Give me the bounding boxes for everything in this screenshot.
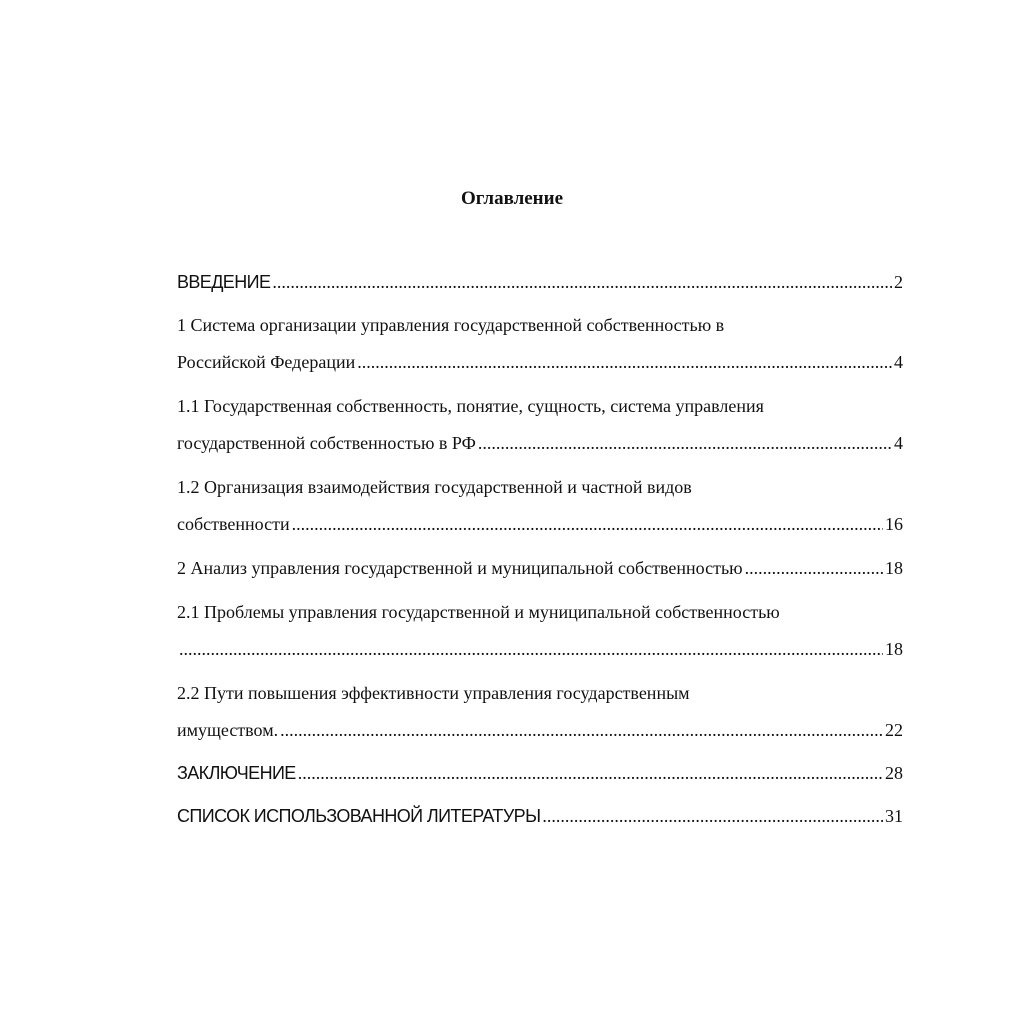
toc-entry-chapter-1[interactable] <box>177 307 903 381</box>
toc-leader-dots <box>745 550 883 587</box>
toc-page-number: 2 <box>894 272 903 292</box>
toc-leader-dots <box>478 425 892 462</box>
toc-entry-text-continued: собственности <box>177 514 290 534</box>
toc-page-number: 16 <box>885 514 903 534</box>
toc-entry-text: 1 Система организации управления государственной собственностью в <box>177 315 725 335</box>
toc-entry-conclusion[interactable] <box>177 755 903 792</box>
toc-page-number: 18 <box>885 558 903 578</box>
toc-leader-dots <box>292 506 883 543</box>
toc-leader-dots <box>542 798 883 835</box>
toc-page-number: 28 <box>885 763 903 783</box>
toc-entry-chapter-2[interactable] <box>177 550 903 587</box>
toc-page-number: 31 <box>885 806 903 826</box>
toc-entry-section-2-1[interactable] <box>177 594 903 668</box>
toc-entry-text: 2.1 Проблемы управления государственной и муниципальной собственностью <box>177 602 780 622</box>
toc-entry-text-continued: государственной собственностью в РФ <box>177 433 476 453</box>
toc-entry-text: ВВЕДЕНИЕ <box>177 272 271 292</box>
toc-entry-bibliography[interactable] <box>177 798 903 835</box>
toc-entry-text: 2 Анализ управления государственной и муниципальной собственностью <box>177 558 743 578</box>
toc-leader-dots <box>179 631 883 668</box>
toc-leader-dots <box>298 755 883 792</box>
table-of-contents <box>177 264 903 835</box>
toc-entry-section-2-2[interactable] <box>177 675 903 749</box>
toc-entry-text-continued: Российской Федерации <box>177 352 356 372</box>
toc-entry-text: СПИСОК ИСПОЛЬЗОВАННОЙ ЛИТЕРАТУРЫ <box>177 806 541 826</box>
toc-entry-text: ЗАКЛЮЧЕНИЕ <box>177 763 296 783</box>
toc-entry-text-continued: имуществом. <box>177 720 279 740</box>
toc-entry-introduction[interactable] <box>177 264 903 301</box>
toc-entry-text: 1.1 Государственная собственность, понятие, сущность, система управления <box>177 396 764 416</box>
toc-title: Оглавление <box>460 188 564 209</box>
toc-entry-section-1-2[interactable] <box>177 469 903 543</box>
toc-entry-section-1-1[interactable] <box>177 388 903 462</box>
toc-page-number: 18 <box>885 639 903 659</box>
toc-leader-dots <box>272 264 892 301</box>
toc-leader-dots <box>357 344 892 381</box>
toc-page-number: 4 <box>894 352 903 372</box>
toc-page-number: 22 <box>885 720 903 740</box>
toc-leader-dots <box>280 712 883 749</box>
toc-entry-text: 1.2 Организация взаимодействия государственной и частной видов <box>177 477 692 497</box>
toc-entry-text: 2.2 Пути повышения эффективности управления государственным <box>177 683 690 703</box>
toc-page-number: 4 <box>894 433 903 453</box>
